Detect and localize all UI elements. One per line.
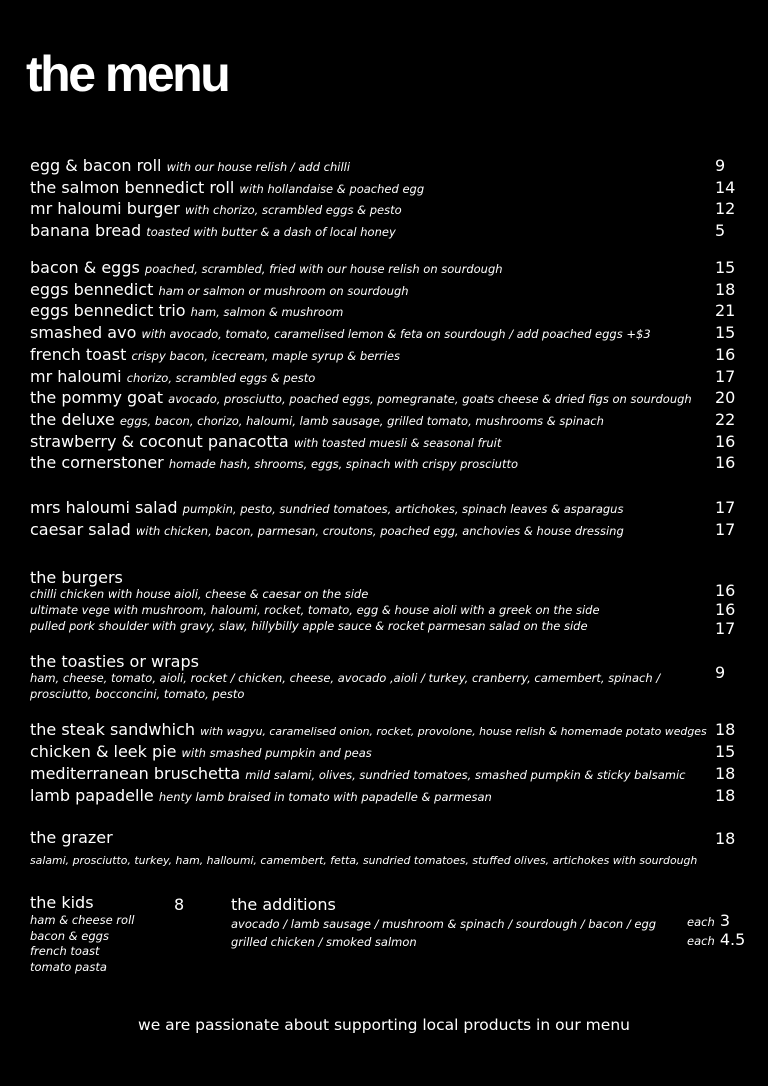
menu-item: [30, 279, 409, 301]
menu-item-price: 18: [715, 764, 736, 783]
menu-item-name: caesar salad: [30, 520, 131, 539]
menu-item-desc: with avocado, tomato, caramelised lemon & feta on sourdough / add poached eggs +$3: [141, 327, 651, 341]
menu-item-desc: toasted with butter & a dash of local honey: [146, 225, 396, 239]
additions-price: 4.5: [719, 930, 746, 949]
menu-item-desc: with smashed pumpkin and peas: [181, 746, 372, 760]
menu-item-price: 17: [715, 498, 736, 517]
burger-item: chilli chicken with house aioli, cheese & caesar on the side: [30, 587, 369, 601]
menu-item: [30, 155, 350, 177]
menu-item: [30, 409, 604, 431]
menu-item-name: the cornerstoner: [30, 453, 164, 472]
menu-item-desc: avocado, prosciutto, poached eggs, pomegranate, goats cheese & dried figs on sourdough: [168, 392, 692, 406]
menu-item-desc: poached, scrambled, fried with our house relish on sourdough: [144, 262, 503, 276]
toasties-desc: ham, cheese, tomato, aioli, rocket / chicken, cheese, avocado ,aioli / turkey, cranberry, camembert, spinach /: [30, 671, 661, 685]
menu-item: [30, 366, 315, 388]
menu-item: [30, 785, 492, 807]
menu-item-desc: eggs, bacon, chorizo, haloumi, lamb sausage, grilled tomato, mushrooms & spinach: [119, 414, 604, 428]
menu-item-name: egg & bacon roll: [30, 156, 162, 175]
additions-desc: avocado / lamb sausage / mushroom & spinach / sourdough / bacon / egg: [231, 917, 657, 931]
menu-item: [30, 719, 707, 741]
menu-item-desc: homade hash, shrooms, eggs, spinach with crispy prosciutto: [168, 457, 518, 471]
menu-item-price: 14: [715, 178, 736, 197]
menu-item-name: mr haloumi burger: [30, 199, 180, 218]
menu-item-name: the deluxe: [30, 410, 115, 429]
each-label: each: [687, 915, 715, 929]
menu-item-desc: ham, salmon & mushroom: [190, 305, 344, 319]
menu-item-desc: with hollandaise & poached egg: [239, 182, 425, 196]
menu-item-price: 15: [715, 258, 736, 277]
menu-item-price: 18: [715, 280, 736, 299]
burger-item: pulled pork shoulder with gravy, slaw, hillybilly apple sauce & rocket parmesan salad on the side: [30, 619, 588, 633]
menu-item-name: the pommy goat: [30, 388, 164, 407]
menu-item-name: lamb papadelle: [30, 786, 154, 805]
kids-item: ham & cheese roll: [30, 913, 135, 927]
menu-item-name: the salmon bennedict roll: [30, 178, 235, 197]
menu-item: [30, 497, 623, 519]
menu-item-name: french toast: [30, 345, 127, 364]
kids-item: tomato pasta: [30, 959, 107, 974]
footer-note: we are passionate about supporting local products in our menu: [138, 1016, 630, 1034]
menu-item: [30, 519, 624, 541]
menu-item-name: chicken & leek pie: [30, 742, 177, 761]
menu-item-name: mediterranean bruschetta: [30, 764, 241, 783]
menu-item-price: 5: [715, 221, 726, 240]
menu-item: [30, 452, 518, 474]
additions-desc: grilled chicken / smoked salmon: [231, 935, 417, 949]
menu-item: [30, 322, 651, 344]
grazer-desc: salami, prosciutto, turkey, ham, halloumi, camembert, fetta, sundried tomatoes, stuffed olives, artichokes with sourdough: [30, 854, 698, 867]
menu-item-desc: with our house relish / add chilli: [166, 160, 351, 174]
menu-item: [30, 257, 503, 279]
menu-item-price: 16: [715, 453, 736, 472]
additions-price: 3: [719, 911, 731, 930]
each-label: each: [687, 934, 715, 948]
burger-price: 16: [715, 600, 736, 619]
menu-item-desc: henty lamb braised in tomato with papadelle & parmesan: [158, 790, 492, 804]
menu-item-desc: with toasted muesli & seasonal fruit: [293, 436, 502, 450]
menu-item-price: 20: [715, 388, 736, 407]
additions-heading: the additions: [231, 895, 336, 914]
menu-item-name: mr haloumi: [30, 367, 122, 386]
kids-heading: the kids: [30, 893, 94, 912]
kids-section: [30, 893, 134, 975]
menu-item-desc: with chorizo, scrambled eggs & pesto: [184, 203, 402, 217]
kids-price: 8: [174, 895, 185, 914]
additions-prices: [687, 912, 745, 950]
menu-item-price: 15: [715, 323, 736, 342]
menu-item-desc: ham or salmon or mushroom on sourdough: [158, 284, 409, 298]
menu-item: [30, 300, 343, 322]
toasties-heading: the toasties or wraps: [30, 652, 199, 671]
menu-item-name: mrs haloumi salad: [30, 498, 178, 517]
menu-item-name: the steak sandwhich: [30, 720, 195, 739]
menu-item: [30, 177, 424, 199]
menu-item-name: eggs bennedict trio: [30, 301, 186, 320]
menu-item: [30, 431, 501, 453]
menu-item: [30, 198, 402, 220]
toasties-desc: prosciutto, bocconcini, tomato, pesto: [30, 687, 245, 701]
menu-item-price: 17: [715, 520, 736, 539]
kids-item: french toast: [30, 944, 100, 958]
grazer-price: 18: [715, 829, 736, 848]
menu-item-price: 16: [715, 345, 736, 364]
menu-item: [30, 763, 685, 785]
menu-item-desc: chorizo, scrambled eggs & pesto: [126, 371, 316, 385]
kids-item: bacon & eggs: [30, 928, 109, 943]
menu-item-desc: mild salami, olives, sundried tomatoes, smashed pumpkin & sticky balsamic: [245, 768, 686, 782]
menu-item-desc: crispy bacon, icecream, maple syrup & berries: [131, 349, 400, 363]
menu-item: [30, 344, 400, 366]
menu-item-name: bacon & eggs: [30, 258, 140, 277]
menu-item-price: 15: [715, 742, 736, 761]
menu-item-price: 17: [715, 367, 736, 386]
burger-item: ultimate vege with mushroom, haloumi, rocket, tomato, egg & house aioli with a greek on the side: [30, 603, 600, 617]
menu-item-desc: with wagyu, caramelised onion, rocket, provolone, house relish & homemade potato wedges: [200, 725, 707, 738]
burger-price: 17: [715, 619, 736, 638]
menu-item: [30, 387, 692, 409]
menu-item-price: 9: [715, 156, 726, 175]
menu-item-name: banana bread: [30, 221, 142, 240]
menu-item-price: 21: [715, 301, 736, 320]
menu-item-price: 22: [715, 410, 736, 429]
menu-item-desc: with chicken, bacon, parmesan, croutons, poached egg, anchovies & house dressing: [135, 524, 624, 538]
burger-price: 16: [715, 581, 736, 600]
menu-item: [30, 220, 396, 242]
menu-item-desc: pumpkin, pesto, sundried tomatoes, artichokes, spinach leaves & asparagus: [182, 502, 624, 516]
menu-item: [30, 741, 372, 763]
menu-item-price: 12: [715, 199, 736, 218]
page-title: the menu: [26, 46, 229, 102]
menu-item-price: 18: [715, 720, 736, 739]
menu-item-name: eggs bennedict: [30, 280, 154, 299]
toasties-price: 9: [715, 663, 726, 682]
menu-item-name: strawberry & coconut panacotta: [30, 432, 289, 451]
burgers-heading: the burgers: [30, 568, 123, 587]
menu-item-name: smashed avo: [30, 323, 137, 342]
grazer-heading: the grazer: [30, 828, 113, 847]
menu-item-price: 16: [715, 432, 736, 451]
additions-section: [231, 895, 656, 951]
menu-item-price: 18: [715, 786, 736, 805]
